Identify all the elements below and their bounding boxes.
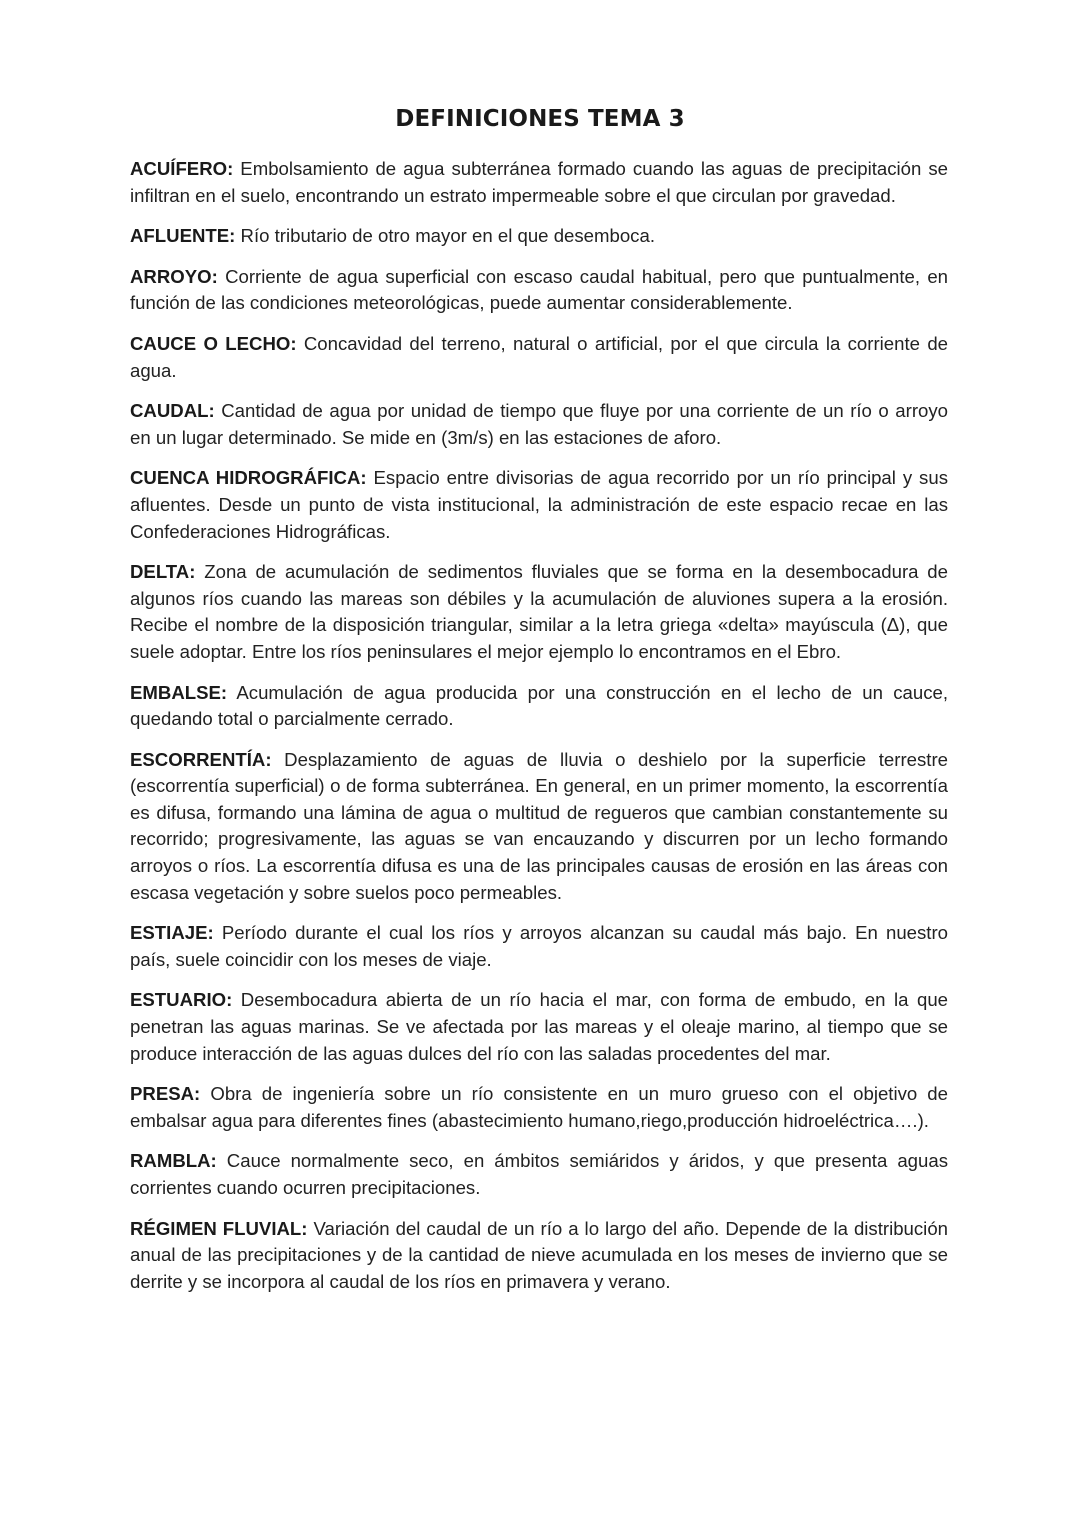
definition-text: Corriente de agua superficial con escaso caudal habitual, pero que puntualmente, en función de las condiciones meteorológicas, puede aumentar considerablemente.	[130, 265, 948, 314]
definition-escorrentia	[130, 747, 948, 907]
definition-text: Espacio entre divisorias de agua recorrido por un río principal y sus afluentes. Desde un punto de vista institucional, la administración de este espacio recae en las Confederaciones Hidrográficas.	[130, 467, 948, 542]
definition-cauce-o-lecho	[130, 331, 948, 384]
definition-text: Desembocadura abierta de un río hacia el mar, con forma de embudo, en la que penetran las aguas marinas. Se ve afectada por las mareas y el oleaje marino, al tiempo que se produce interacción de las aguas dulces del río con las saladas procedentes del mar.	[130, 989, 948, 1064]
definition-text: Concavidad del terreno, natural o artificial, por el que circula la corriente de agua.	[130, 332, 948, 381]
definition-arroyo	[130, 264, 948, 317]
definition-text: Cauce normalmente seco, en ámbitos semiáridos y áridos, y que presenta aguas corrientes cuando ocurren precipitaciones.	[130, 1150, 948, 1198]
definition-term: ACUÍFERO:	[130, 158, 234, 179]
definition-term: RÉGIMEN FLUVIAL:	[130, 1217, 308, 1239]
page-title: DEFINICIONES TEMA 3	[395, 106, 685, 132]
definition-presa	[130, 1081, 948, 1134]
definition-text: Embolsamiento de agua subterránea formado cuando las aguas de precipitación se infiltran en el suelo, encontrando un estrato impermeable sobre el que circulan por gravedad.	[130, 158, 948, 206]
definition-term: RAMBLA:	[130, 1150, 217, 1172]
definition-cuenca-hidrografica	[130, 465, 948, 545]
definition-estuario	[130, 987, 948, 1067]
definition-term: EMBALSE:	[130, 681, 228, 703]
definition-regimen-fluvial	[130, 1216, 948, 1296]
definition-term: CAUDAL:	[130, 400, 215, 422]
definition-term: PRESA:	[130, 1083, 201, 1105]
definitions-list	[130, 156, 948, 1309]
definition-text: Río tributario de otro mayor en el que desemboca.	[240, 225, 655, 247]
definition-text: Cantidad de agua por unidad de tiempo que fluye por una corriente de un río o arroyo en un lugar determinado. Se mide en (3m/s) en las estaciones de aforo.	[130, 400, 948, 448]
definition-caudal	[130, 398, 948, 451]
definition-term: ESCORRENTÍA:	[130, 748, 272, 770]
definition-text: Obra de ingeniería sobre un río consistente en un muro grueso con el objetivo de embalsar agua para diferentes fines (abastecimiento humano,riego,producción hidroeléctrica….).	[130, 1083, 948, 1131]
definition-text: Variación del caudal de un río a lo largo del año. Depende de la distribución anual de las precipitaciones y de la cantidad de nieve acumulada en los meses de invierno que se derrite y se incorpora al caudal de los ríos en primavera y verano.	[130, 1217, 948, 1292]
definition-text: Desplazamiento de aguas de lluvia o deshielo por la superficie terrestre (escorrentía superficial) o de forma subterránea. En general, en un primer momento, la escorrentía es difusa, formando una lámina de agua o multitud de regueros que cambian constantemente su recorrido; progresivamente, las aguas se van encauzando y discurren por un lecho formando arroyos o ríos. La escorrentía difusa es una de las principales causas de erosión en las áreas con escasa vegetación y sobre suelos poco permeables.	[130, 748, 948, 903]
definition-term: AFLUENTE:	[130, 225, 236, 247]
definition-text: Zona de acumulación de sedimentos fluviales que se forma en la desembocadura de algunos ríos cuando las mareas son débiles y la acumulación de aluviones supera a la erosión. Recibe el nombre de la disposición triangular, similar a la letra griega «delta» mayúscula (Δ), que suele adoptar. Entre los ríos peninsulares el mejor ejemplo lo encontramos en el Ebro.	[130, 561, 948, 662]
definition-estiaje	[130, 920, 948, 973]
definition-text: Acumulación de agua producida por una construcción en el lecho de un cauce, quedando total o parcialmente cerrado.	[130, 681, 948, 730]
definition-term: CAUCE O LECHO:	[130, 332, 297, 354]
definition-delta	[130, 559, 948, 665]
definition-rambla	[130, 1148, 948, 1201]
definition-afluente	[130, 223, 948, 250]
definition-term: DELTA:	[130, 561, 196, 583]
definition-term: CUENCA HIDROGRÁFICA:	[130, 467, 367, 489]
definition-text: Período durante el cual los ríos y arroyos alcanzan su caudal más bajo. En nuestro país, suele coincidir con los meses de viaje.	[130, 922, 948, 970]
definition-term: ARROYO:	[130, 265, 218, 287]
definition-term: ESTIAJE:	[130, 922, 214, 944]
definition-acuifero	[130, 156, 948, 209]
definition-embalse	[130, 680, 948, 733]
definition-term: ESTUARIO:	[130, 989, 233, 1011]
